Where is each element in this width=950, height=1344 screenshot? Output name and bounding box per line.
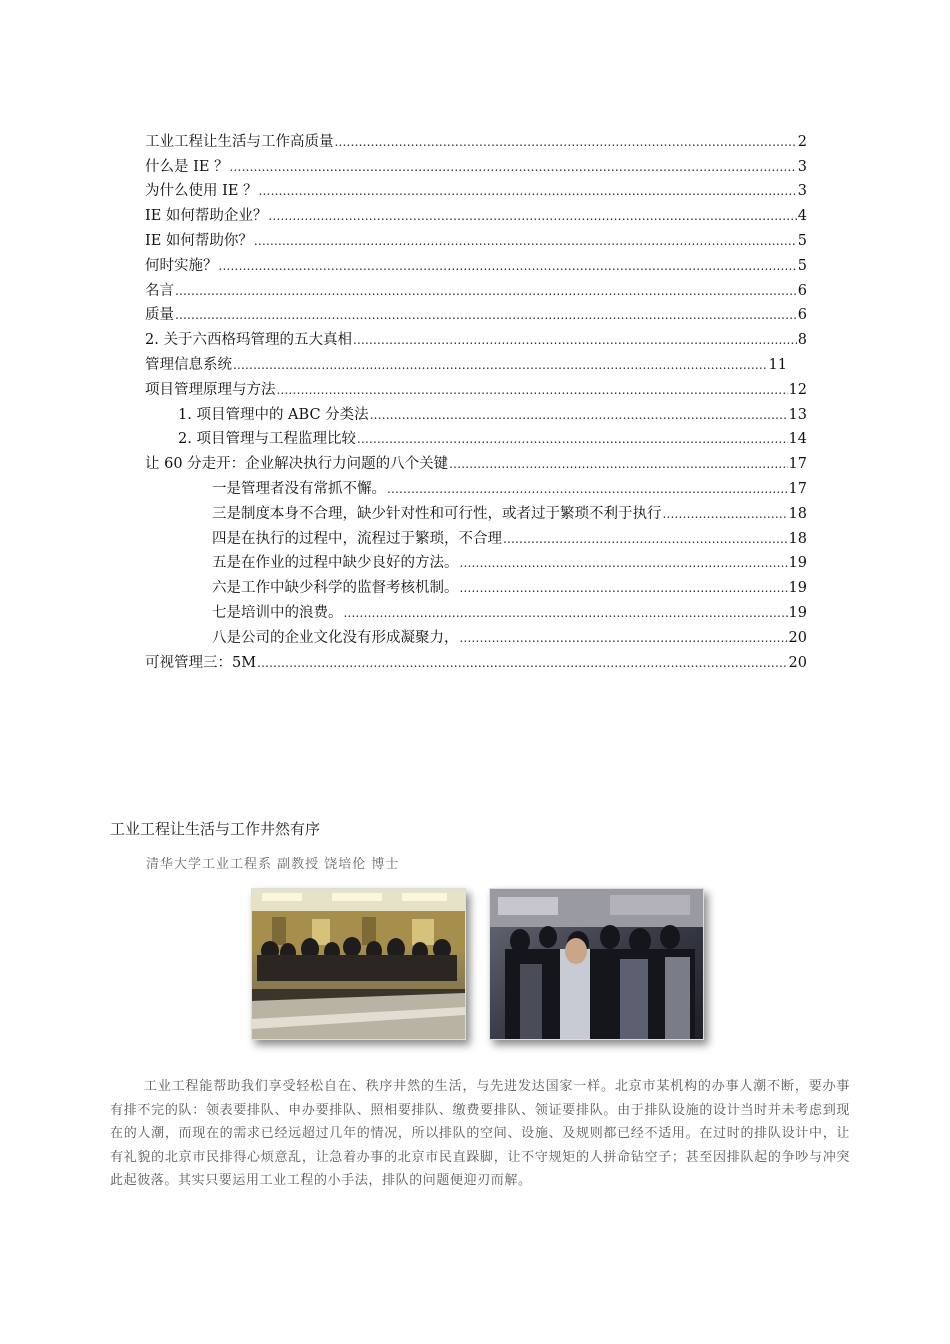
toc-entry-page: 3 [797, 183, 807, 200]
toc-leader-dots [353, 331, 797, 349]
toc-entry[interactable] [145, 523, 807, 548]
toc-leader-dots [344, 604, 788, 622]
toc-entry-title: 工业工程让生活与工作高质量 [145, 133, 334, 150]
toc-entry[interactable] [145, 498, 807, 523]
toc-entry[interactable] [145, 647, 807, 672]
toc-entry-title: 八是公司的企业文化没有形成凝聚力， [212, 629, 459, 646]
toc-entry-page: 20 [788, 629, 807, 646]
toc-entry-title: 五是在作业的过程中缺少良好的方法。 [212, 555, 459, 572]
toc-entry-title: 名言 [145, 282, 174, 299]
toc-leader-dots [460, 629, 788, 647]
toc-entry-title: 可视管理三：5M [145, 654, 257, 671]
toc-leader-dots [277, 381, 788, 399]
toc-entry-title: 2. 项目管理与工程监理比较 [178, 431, 356, 448]
toc-entry-page: 6 [797, 282, 807, 299]
toc-entry[interactable] [145, 448, 807, 473]
toc-entry[interactable] [145, 324, 807, 349]
toc-leader-dots [268, 207, 796, 225]
toc-leader-dots [503, 530, 788, 548]
toc-leader-dots [219, 257, 797, 275]
toc-entry-page: 3 [797, 158, 807, 175]
toc-entry-title: 七是培训中的浪费。 [212, 604, 343, 621]
toc-entry[interactable] [145, 250, 807, 275]
toc-entry[interactable] [145, 200, 807, 225]
toc-entry-title: 1. 项目管理中的 ABC 分类法 [178, 406, 369, 423]
toc-leader-dots [259, 182, 797, 200]
toc-entry-title: 为什么使用 IE ？ [145, 183, 258, 200]
toc-entry-title: 六是工作中缺少科学的监督考核机制。 [212, 580, 459, 597]
toc-entry[interactable] [145, 275, 807, 300]
toc-entry-page: 2 [797, 133, 807, 150]
toc-entry-page: 6 [797, 307, 807, 324]
toc-entry-page: 19 [788, 604, 807, 621]
toc-entry-title: 一是管理者没有常抓不懈。 [212, 480, 386, 497]
toc-entry-page: 4 [797, 208, 807, 225]
toc-entry-page: 14 [788, 431, 807, 448]
table-of-contents [145, 126, 807, 672]
toc-entry[interactable] [145, 597, 807, 622]
toc-entry-title: 项目管理原理与方法 [145, 381, 276, 398]
toc-leader-dots [449, 455, 787, 473]
toc-entry[interactable] [145, 126, 807, 151]
toc-entry-title: 什么是 IE ？ [145, 158, 229, 175]
article-body: 工业工程能帮助我们享受轻松自在、秩序井然的生活，与先进发达国家一样。北京市某机构的办事人潮不断，要办事有排不完的队：领表要排队、申办要排队、照相要排队、缴费要排队、领证要排队。由于排队设施的设计当时并未考虑到现在的人潮，而现在的需求已经远超过几年的情况，所以排队的空间、设施、及规则都已经不适用。在过时的排队设计中，让有礼貌的北京市民排得心烦意乱，让急着办事的北京市民直跺脚，让不守规矩的人拼命钻空子；甚至因排队起的争吵与冲突此起彼落。其实只要运用工业工程的小手法，排队的问题便迎刃而解。 [110, 1079, 850, 1188]
toc-entry-title: 何时实施？ [145, 257, 218, 274]
toc-leader-dots [175, 282, 797, 300]
toc-entry[interactable] [145, 300, 807, 325]
toc-entry[interactable] [145, 548, 807, 573]
toc-entry[interactable] [145, 374, 807, 399]
toc-leader-dots [175, 306, 797, 324]
toc-entry-page: 19 [788, 555, 807, 572]
toc-entry[interactable] [145, 473, 807, 498]
toc-leader-dots [257, 654, 787, 672]
toc-leader-dots [387, 480, 788, 498]
toc-entry-title: 2. 关于六西格玛管理的五大真相 [145, 332, 352, 349]
toc-entry-page: 17 [788, 480, 807, 497]
article-title: 工业工程让生活与工作井然有序 [110, 820, 321, 838]
toc-leader-dots [460, 579, 788, 597]
toc-entry-page: 8 [797, 332, 807, 349]
toc-entry[interactable] [145, 572, 807, 597]
toc-entry-title: 管理信息系统 [145, 356, 232, 373]
toc-leader-dots [370, 406, 788, 424]
toc-entry-page: 18 [788, 530, 807, 547]
toc-leader-dots [357, 430, 788, 448]
toc-entry-page: 20 [788, 654, 807, 671]
toc-entry-page: 19 [788, 580, 807, 597]
toc-entry[interactable] [145, 424, 807, 449]
toc-entry[interactable] [145, 151, 807, 176]
toc-leader-dots [230, 158, 797, 176]
queue-crowd-photo [489, 888, 704, 1040]
article-byline: 清华大学工业工程系 副教授 饶培伦 博士 [146, 857, 400, 872]
toc-entry-title: IE 如何帮助你？ [145, 232, 253, 249]
toc-leader-dots [460, 554, 788, 572]
toc-entry[interactable] [145, 225, 807, 250]
toc-entry[interactable] [145, 622, 807, 647]
toc-entry[interactable] [145, 176, 807, 201]
toc-entry-page: 13 [788, 406, 807, 423]
toc-entry[interactable] [145, 349, 787, 374]
toc-entry-page: 12 [788, 381, 807, 398]
queue-hall-photo [251, 888, 466, 1040]
toc-entry-page: 5 [797, 257, 807, 274]
toc-leader-dots [335, 133, 797, 151]
toc-entry[interactable] [145, 399, 807, 424]
toc-leader-dots [254, 232, 797, 250]
toc-entry-page: 5 [797, 232, 807, 249]
toc-entry-title: 三是制度本身不合理，缺少针对性和可行性，或者过于繁琐不利于执行 [212, 505, 662, 522]
toc-entry-title: 让 60 分走开：企业解决执行力问题的八个关键 [145, 456, 449, 473]
toc-entry-title: 四是在执行的过程中，流程过于繁琐，不合理 [212, 530, 502, 547]
toc-leader-dots [233, 356, 768, 374]
toc-entry-page: 18 [788, 505, 807, 522]
toc-entry-title: 质量 [145, 307, 174, 324]
toc-leader-dots [663, 505, 788, 523]
toc-entry-page: 11 [768, 356, 787, 373]
toc-entry-title: IE 如何帮助企业？ [145, 208, 268, 225]
toc-entry-page: 17 [788, 456, 807, 473]
